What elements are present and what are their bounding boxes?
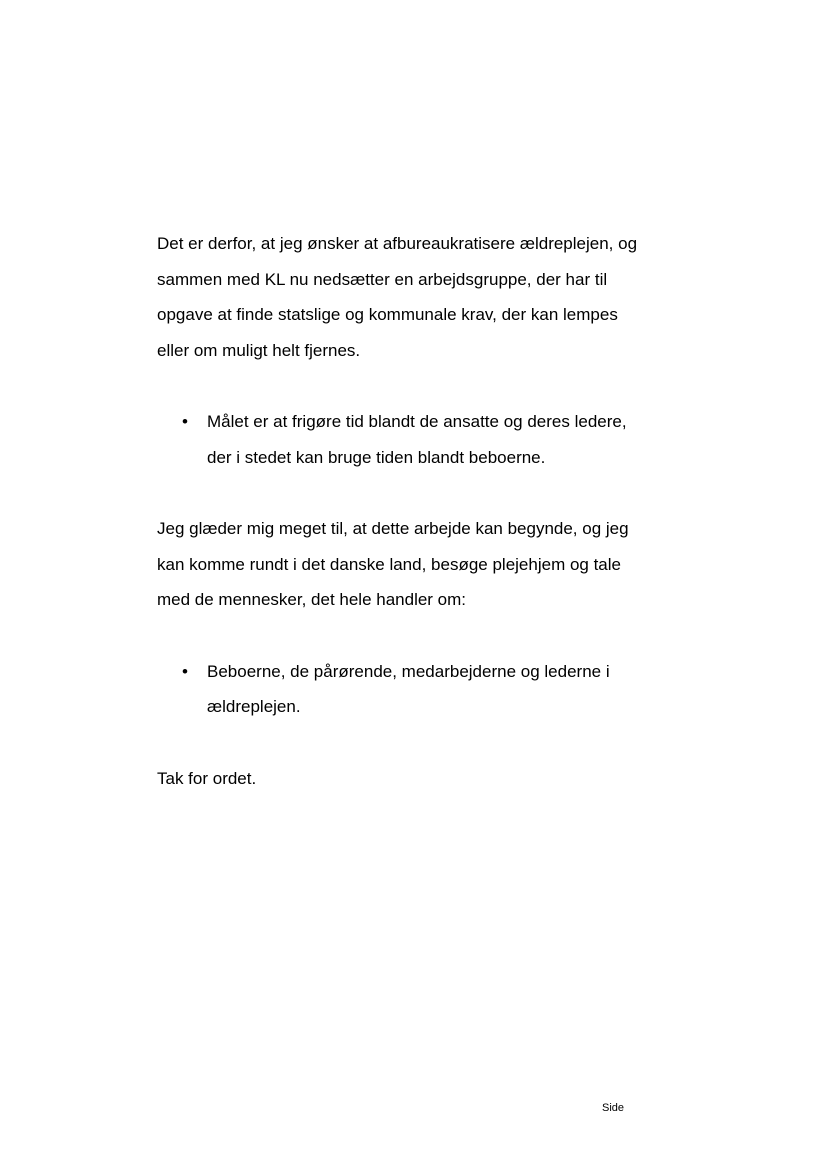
paragraph-1: [157, 226, 677, 368]
paragraph-2-line: med de mennesker, det hele handler om:: [157, 590, 467, 609]
document-body: [157, 226, 677, 796]
paragraph-1-line: sammen med KL nu nedsætter en arbejdsgruppe, der har til: [157, 269, 608, 289]
bullet-marker: •: [182, 412, 188, 431]
spacer: [157, 618, 677, 654]
spacer: [157, 475, 677, 511]
bullet-item-1: [157, 404, 677, 475]
closing-line: Tak for ordet.: [157, 768, 257, 788]
spacer: [157, 725, 677, 761]
bullet-1-line: der i stedet kan bruge tiden blandt beboerne.: [207, 447, 546, 467]
paragraph-1-line: eller om muligt helt fjernes.: [157, 340, 361, 360]
paragraph-2-line: kan komme rundt i det danske land, besøge plejehjem og tale: [157, 554, 621, 574]
bullet-2-line: Beboerne, de pårørende, medarbejderne og lederne i: [207, 661, 610, 681]
spacer: [157, 368, 677, 404]
bullet-1-line: Målet er at frigøre tid blandt de ansatte og deres ledere,: [207, 412, 627, 431]
bullet-2-line: ældreplejen.: [207, 697, 301, 716]
paragraph-1-line: Det er derfor, at jeg ønsker at afbureaukratisere ældreplejen, og: [157, 234, 638, 253]
paragraph-1-line: opgave at finde statslige og kommunale krav, der kan lempes: [157, 305, 618, 324]
bullet-item-2: [157, 654, 677, 725]
paragraph-2-line: Jeg glæder mig meget til, at dette arbejde kan begynde, og jeg: [157, 519, 629, 538]
bullet-marker: •: [182, 661, 188, 681]
paragraph-2: [157, 511, 677, 618]
page-footer-label: Side: [602, 1102, 625, 1114]
